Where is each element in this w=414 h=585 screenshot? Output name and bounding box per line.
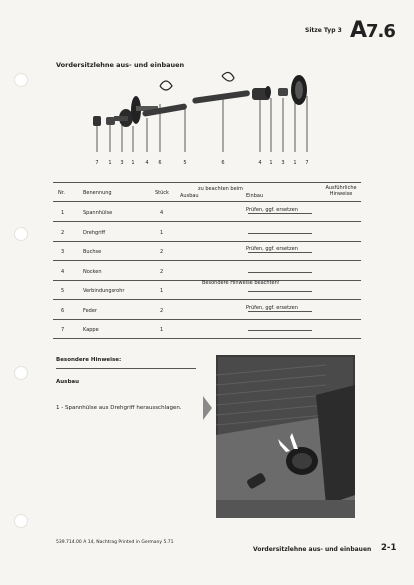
- row-rule: [53, 319, 361, 320]
- notes-subheading: Ausbau: [56, 379, 80, 385]
- callout-number: 1: [293, 160, 297, 166]
- binder-hole: [14, 366, 28, 380]
- cell-einbau: Prüfen, ggf. ersetzen: [246, 246, 298, 252]
- einbau-subrule: [248, 330, 312, 331]
- notes-rule: [56, 368, 196, 369]
- einbau-subrule: [248, 233, 312, 234]
- section-title: Sitze Typ 3: [305, 27, 342, 34]
- cell-stueck: 4: [160, 210, 164, 216]
- cell-stueck: 1: [160, 288, 164, 294]
- col-header-ausfuehrliche-hinweise: Ausführliche Hinweise: [325, 185, 357, 197]
- table-top-rule: [53, 182, 361, 183]
- einbau-subrule: [248, 213, 312, 214]
- cell-benennung: Buchse: [83, 249, 102, 255]
- col-header-beachten: zu beachten beim: [198, 186, 243, 192]
- einbau-subrule: [248, 311, 312, 312]
- footer-title: Vordersitzlehne aus- und einbauen: [253, 546, 372, 553]
- cell-nr: 6: [61, 307, 65, 314]
- callout-number: 1: [108, 160, 112, 166]
- page-number: 2-1: [381, 543, 397, 553]
- photo-seat-handle: [216, 355, 355, 518]
- binder-hole: [14, 227, 28, 241]
- callout-number: 3: [120, 160, 124, 166]
- cell-einbau: Prüfen, ggf. ersetzen: [246, 304, 298, 311]
- cell-benennung: Drehgriff: [83, 229, 106, 236]
- row-rule: [53, 299, 361, 300]
- cell-nr: 3: [61, 249, 65, 255]
- exploded-parts-diagram: [90, 66, 322, 178]
- col-header-benennung: Benennung: [83, 190, 112, 196]
- notes-heading: Besondere Hinweise:: [56, 357, 122, 363]
- cell-benennung: Nocken: [83, 268, 102, 275]
- callout-number: 1: [269, 160, 273, 166]
- cell-benennung: Verbindungsrohr: [83, 288, 125, 294]
- cell-stueck: 1: [160, 327, 164, 333]
- row-rule: [53, 338, 361, 339]
- binder-hole: [14, 514, 28, 528]
- step-1-text: 1 - Spannhülse aus Drehgriff herausschlagen.: [56, 405, 182, 411]
- einbau-subrule: [248, 252, 312, 253]
- cell-nr: 5: [61, 288, 65, 294]
- callout-number: 7: [305, 160, 309, 166]
- page-title: Vordersitzlehne aus- und einbauen: [56, 61, 185, 69]
- manual-code: A7.6: [350, 18, 395, 43]
- cell-benennung: Kappe: [83, 327, 99, 333]
- footer-publication-info: 539.714.00 A 14, Nachtrag Printed in Germany 5.71: [56, 540, 174, 545]
- cell-stueck: 2: [160, 307, 164, 314]
- cell-benennung: Feder: [83, 307, 97, 314]
- callout-number: 7: [95, 160, 99, 166]
- binder-hole: [14, 73, 28, 87]
- col-header-einbau: Einbau: [246, 193, 264, 199]
- cell-einbau: Besondere Hinweise beachten!: [202, 280, 280, 286]
- col-header-nr: Nr.: [58, 190, 65, 196]
- einbau-subrule: [248, 291, 312, 292]
- pointer-arrow-icon: [203, 396, 212, 420]
- cell-einbau: Prüfen, ggf. ersetzen: [246, 207, 298, 213]
- cell-nr: 2: [61, 229, 65, 236]
- cell-nr: 7: [61, 327, 65, 333]
- row-rule: [53, 221, 361, 222]
- col-header-stueck: Stück: [155, 190, 169, 196]
- einbau-subrule: [248, 272, 312, 273]
- cell-stueck: 1: [160, 229, 164, 236]
- cell-stueck: 2: [160, 249, 164, 255]
- callout-number: 4: [258, 160, 262, 166]
- col-header-ausbau: Ausbau: [180, 193, 199, 199]
- cell-stueck: 2: [160, 268, 164, 275]
- callout-number: 1: [131, 160, 135, 166]
- callout-number: 4: [145, 160, 149, 166]
- callout-number: 6: [158, 160, 162, 166]
- row-rule: [53, 241, 361, 242]
- callout-number: 5: [183, 160, 187, 166]
- cell-nr: 1: [61, 210, 65, 216]
- table-header-rule: [53, 201, 361, 202]
- callout-number: 3: [281, 160, 285, 166]
- callout-number: 6: [221, 160, 225, 166]
- cell-benennung: Spannhülse: [83, 210, 113, 216]
- row-rule: [53, 260, 361, 261]
- cell-nr: 4: [61, 268, 65, 275]
